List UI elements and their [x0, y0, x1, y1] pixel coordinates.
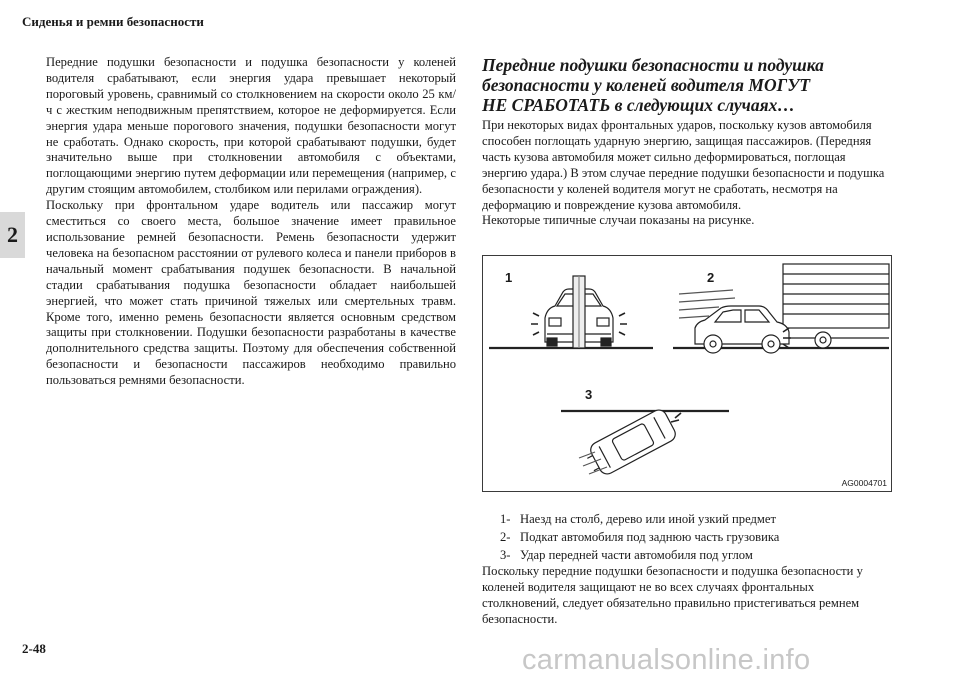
page-header-title: Сиденья и ремни безопасности	[22, 14, 204, 29]
collision-drawing	[483, 256, 891, 491]
caption-number: 2-	[500, 530, 511, 544]
figure-label-2: 2	[707, 270, 715, 285]
left-paragraph-1: Передние подушки безопасности и подушка безопасности у коленей водителя срабатывают, если энергия удара превышает некоторый пороговый уровень, сравнимый со столкновением на скорости около 25 км/ч с жестким неподвижным препятствием, которое не деформируется. Если энергия удара меньше порогового значения, подушки безопасности могут не сработать. Однако скорость, при которой срабатывают подушки, будет значительно выше при столкновении автомобиля с объектами, поглощающими энергию путем деформации или перемещения (например, с другим стоящим автомобилем, столбиком или перилами ограждения).	[46, 55, 456, 197]
figure-label-1: 1	[505, 270, 513, 285]
section-heading	[482, 55, 892, 115]
car-side-view	[695, 306, 789, 353]
heading-line-3: НЕ СРАБОТАТЬ в следующих случаях…	[482, 95, 795, 115]
right-paragraph-2: Некоторые типичные случаи показаны на рисунке.	[482, 213, 755, 228]
chapter-tab: 2	[0, 212, 25, 258]
right-paragraph-1: При некоторых видах фронтальных ударов, поскольку кузов автомобиля способен поглощать ударную энергию, защищая пассажиров. (Передняя часть кузова автомобиля может сильно деформироваться, поглощая энергию удара.) В этом случае передние подушки безопасности и подушка безопасности у коленей водителя могут не сработать, несмотря на деформацию и повреждение кузова автомобиля.	[482, 118, 885, 212]
caption-text: Наезд на столб, дерево или иной узкий предмет	[520, 512, 776, 526]
figure-label-3: 3	[585, 387, 593, 402]
page-number: 2-48	[22, 641, 46, 656]
caption-text: Удар передней части автомобиля под углом	[520, 548, 753, 562]
left-column	[46, 55, 456, 389]
impact-marks-3	[671, 413, 681, 422]
watermark: carmanualsonline.info	[522, 644, 811, 676]
left-paragraph-2: Поскольку при фронтальном ударе водитель или пассажир могут сместиться со своего места, большое значение имеет правильное использование ремней безопасности. Ремень безопасности удержит человека на безопасном расстоянии от рулевого колеса и панели приборов в начальный момент срабатывания подушек безопасности. В начальной стадии срабатывания подушка безопасности обладает наибольшей энергией, что может стать причиной тяжелых или смертельных травм. Кроме того, именно ремень безопасности является основным средством защиты при столкновении. Подушки безопасности разработаны в качестве дополнительного средства защиты. Поэтому для обеспечения собственной безопасности и безопасности пассажиров необходимо правильно пользоваться ремнями безопасности.	[46, 198, 456, 388]
caption-item	[500, 528, 900, 546]
caption-item	[500, 510, 900, 528]
figure-code: AG0004701	[841, 478, 887, 488]
collision-illustration	[482, 255, 892, 492]
figure-captions	[500, 510, 900, 564]
heading-line-1: Передние подушки безопасности и подушка	[482, 55, 824, 75]
caption-number: 3-	[500, 548, 511, 562]
right-column	[482, 55, 892, 229]
car-angled-view	[583, 407, 678, 479]
seatbelt-note: Поскольку передние подушки безопасности и подушка безопасности у коленей водителя защищают не во всех случаях фронтальных столкновений, следует обязательно правильно пристегиваться ремнем безопасности.	[482, 564, 863, 626]
pole	[573, 276, 585, 348]
caption-text: Подкат автомобиля под заднюю часть грузовика	[520, 530, 780, 544]
heading-line-2: безопасности у коленей водителя МОГУТ	[482, 75, 811, 95]
caption-number: 1-	[500, 512, 511, 526]
caption-item	[500, 546, 900, 564]
truck	[783, 264, 889, 348]
